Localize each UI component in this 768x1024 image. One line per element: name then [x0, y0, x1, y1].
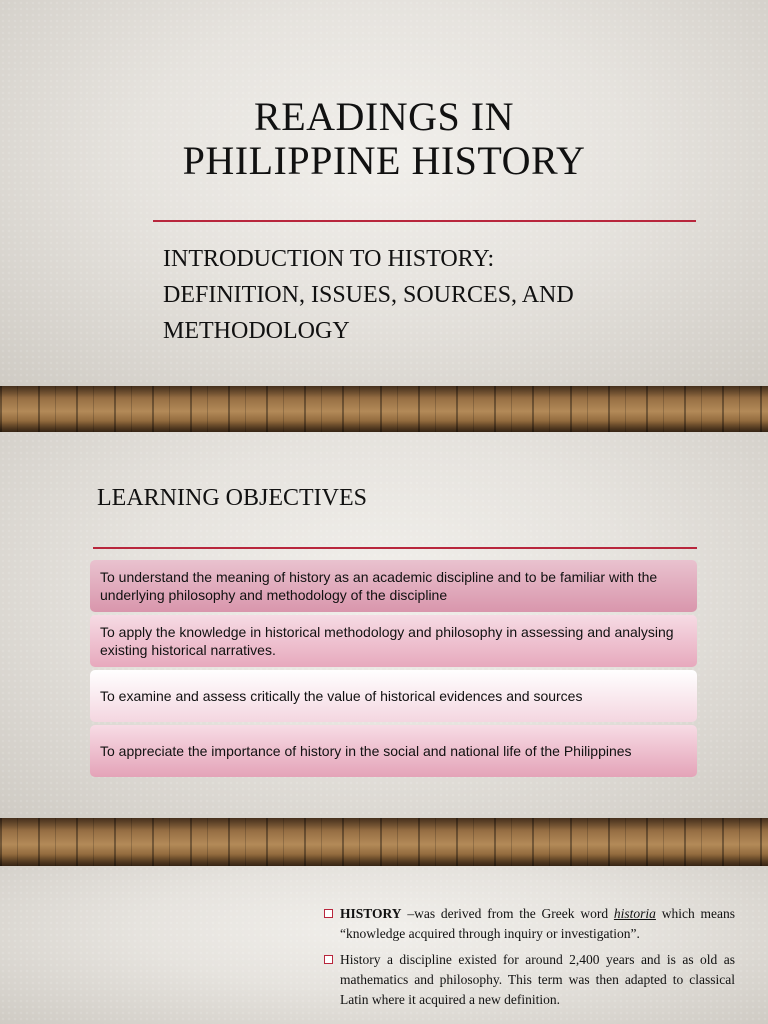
- objective-item: [90, 725, 697, 777]
- title-line-1: READINGS IN: [254, 94, 514, 139]
- objectives-slide: [0, 432, 768, 818]
- subtitle-line-2: DEFINITION, ISSUES, SOURCES, AND: [163, 282, 574, 308]
- objective-item: [90, 615, 697, 667]
- objective-text: To apply the knowledge in historical methodology and philosophy in assessing and analysing existing historical narratives.: [100, 624, 674, 658]
- subtitle-line-3: METHODOLOGY: [163, 318, 350, 344]
- note-text: History a discipline existed for around 2,400 years and is as old as mathematics and philosophy. This term was then adapted to classical Latin where it acquired a new definition.: [340, 952, 735, 1007]
- subtitle-line-1: INTRODUCTION TO HISTORY:: [163, 246, 495, 272]
- wood-floor-divider: [0, 818, 768, 866]
- square-bullet-icon: [324, 909, 333, 918]
- note-text: which means “knowledge acquired through inquiry or investigation”.: [340, 906, 735, 941]
- wood-floor-divider: [0, 386, 768, 432]
- notes-list: [322, 904, 735, 1016]
- term-history: HISTORY: [340, 906, 402, 921]
- objectives-divider: [93, 547, 697, 549]
- title-divider: [153, 220, 696, 222]
- title-line-2: PHILIPPINE HISTORY: [182, 138, 586, 183]
- title-slide: [0, 0, 768, 386]
- objective-text: To appreciate the importance of history in the social and national life of the Philippines: [100, 743, 632, 759]
- slide-subtitle: [163, 241, 723, 349]
- objective-item: [90, 670, 697, 722]
- term-historia: historia: [613, 906, 656, 921]
- note-item: [322, 904, 735, 944]
- slide-title: [0, 95, 768, 183]
- note-item: [322, 950, 735, 1010]
- square-bullet-icon: [324, 955, 333, 964]
- objective-text: To understand the meaning of history as an academic discipline and to be familiar with the underlying philosophy and methodology of the discipline: [100, 569, 658, 603]
- objective-item: [90, 560, 697, 612]
- objectives-list: [90, 560, 697, 780]
- note-text: –was derived from the Greek word: [401, 906, 614, 921]
- objective-text: To examine and assess critically the value of historical evidences and sources: [100, 688, 583, 704]
- objectives-heading: LEARNING OBJECTIVES: [97, 485, 367, 511]
- history-definition-slide: [0, 866, 768, 1024]
